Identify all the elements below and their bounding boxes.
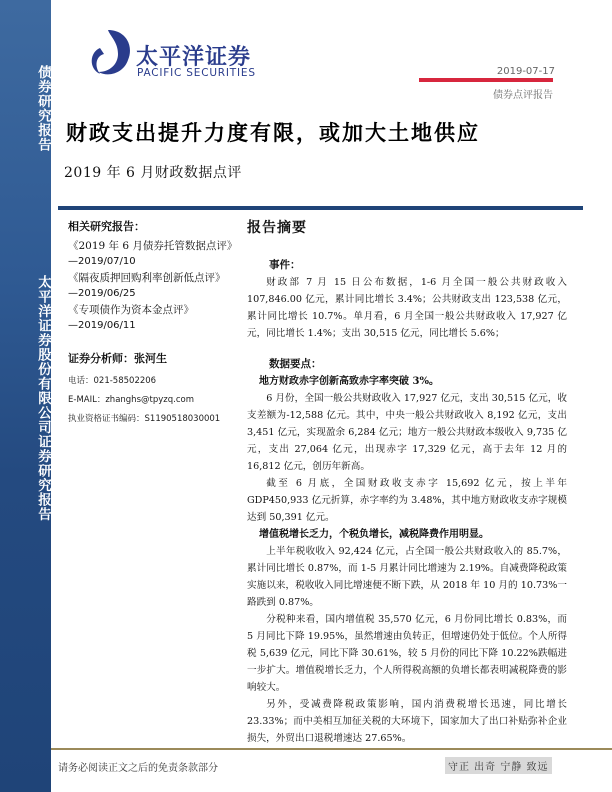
report-summary (247, 214, 567, 747)
related-report-title[interactable]: 《隔夜质押回购利率创新低点评》 (68, 272, 226, 284)
analyst-email (68, 391, 238, 410)
related-reports-heading: 相关研究报告： (68, 220, 145, 233)
footer-divider (51, 748, 612, 750)
analyst-phone (68, 372, 238, 391)
cert-label: 执业资格证书编码： (68, 414, 145, 424)
brand-name-cn: 太平洋证券 (136, 45, 252, 70)
related-report-date: —2019/06/25 (68, 288, 136, 299)
email-link[interactable]: zhanghs@tpyzq.com (105, 395, 194, 405)
sidebar (0, 0, 51, 792)
point1-heading: 地方财政赤字创新高致赤字率突破 3%。 (259, 376, 439, 387)
point2-paragraph-2: 分税种来看，国内增值税 35,570 亿元，6 月份同比增长 0.83%，而 5 月同比下降 19.95%，虽然增速由负转正，但增速仍处于低位。个人所得税 5,639 亿元，同比下降 30.61%，较 5 月份的同比下降 10.22%跌幅进一步扩大。增值税增长乏力，个人所得税高额的负增长都表明减税降费的影响较大。 (247, 614, 567, 693)
related-report-title[interactable]: 《2019 年 6 月债券托管数据点评》 (68, 240, 238, 252)
related-report-item (68, 302, 238, 334)
analyst-cert (68, 410, 238, 429)
point1-paragraph-1: 6 月份，全国一般公共财政收入 17,927 亿元，支出 30,515 亿元，收支差额为-12,588 亿元。其中，中央一般公共财政收入 8,192 亿元，支出 3,451 亿元，实现盈余 6,284 亿元；地方一般公共财政本级收入 9,735 亿元，支出 27,064 亿元，出现赤字 17,329 亿元，高于去年 12 月的 16,812 亿元，创历年新高。 (247, 393, 567, 472)
left-column (68, 214, 238, 429)
page-subtitle: 2019 年 6 月财政数据点评 (64, 165, 242, 181)
related-report-item (68, 238, 238, 270)
analyst-heading: 证券分析师：张河生 (68, 352, 167, 365)
header-accent-bar (419, 78, 553, 82)
section-divider (58, 206, 583, 210)
key-points-heading: 数据要点： (269, 358, 322, 370)
sidebar-company-label: 太平洋证券股份有限公司证券研究报告 (35, 274, 51, 522)
sidebar-category-label: 债券研究报告 (35, 64, 51, 152)
point2-paragraph-3: 另外，受减费降税政策影响，国内消费税增长迅速，同比增长 23.33%；而中美相互加征关税的大环境下，国家加大了出口补贴弥补企业损失，外贸出口退税增速达 27.65%。 (247, 699, 567, 744)
brand-name-en: PACIFIC SECURITIES (137, 67, 256, 79)
event-paragraph: 财政部 7 月 15 日公布数据，1-6 月全国一般公共财政收入 107,846.00 亿元，累计同比增长 3.4%；公共财政支出 123,538 亿元，累计同比增长 10.7%。单月看，6 月全国一般公共财政收入 17,927 亿元，同比增长 1.4%；支出 30,515 亿元，同比增长 5.6%； (247, 277, 567, 339)
report-type: 债券点评报告 (493, 90, 553, 101)
related-report-title[interactable]: 《专项债作为资本金点评》 (68, 304, 194, 316)
related-report-date: —2019/06/11 (68, 320, 136, 331)
related-report-date: —2019/07/10 (68, 256, 136, 267)
event-heading: 事件： (269, 259, 301, 271)
footer-disclaimer: 请务必阅读正文之后的免责条款部分 (58, 763, 218, 774)
report-date: 2019-07-17 (496, 66, 555, 77)
cert-value: S1190518030001 (144, 414, 221, 424)
page-title: 财政支出提升力度有限，或加大土地供应 (66, 120, 480, 145)
related-report-item (68, 270, 238, 302)
email-label: E-MAIL： (68, 395, 106, 405)
summary-heading: 报告摘要 (247, 220, 307, 236)
phone-value: 021-58502206 (93, 376, 157, 386)
point1-paragraph-2: 截至 6 月底，全国财政收支赤字 15,692 亿元，按上半年 GDP450,933 亿元折算，赤字率约为 3.48%，其中地方财政收支赤字规模达到 50,391 亿元。 (247, 478, 567, 523)
point2-heading: 增值税增长乏力，个税负增长，减税降费作用明显。 (259, 529, 489, 540)
point2-paragraph-1: 上半年税收收入 92,424 亿元，占全国一般公共财政收入的 85.7%，累计同比增长 0.87%，而 1-5 月累计同比增速为 2.19%。自减费降税政策实施以来，税收收入同比增速便不断下跌，从 2018 年 10 月的 10.73%一路跌到 0.87%。 (247, 546, 567, 608)
phone-label: 电话： (68, 376, 94, 386)
footer-motto: 守正 出奇 宁静 致远 (445, 757, 552, 774)
